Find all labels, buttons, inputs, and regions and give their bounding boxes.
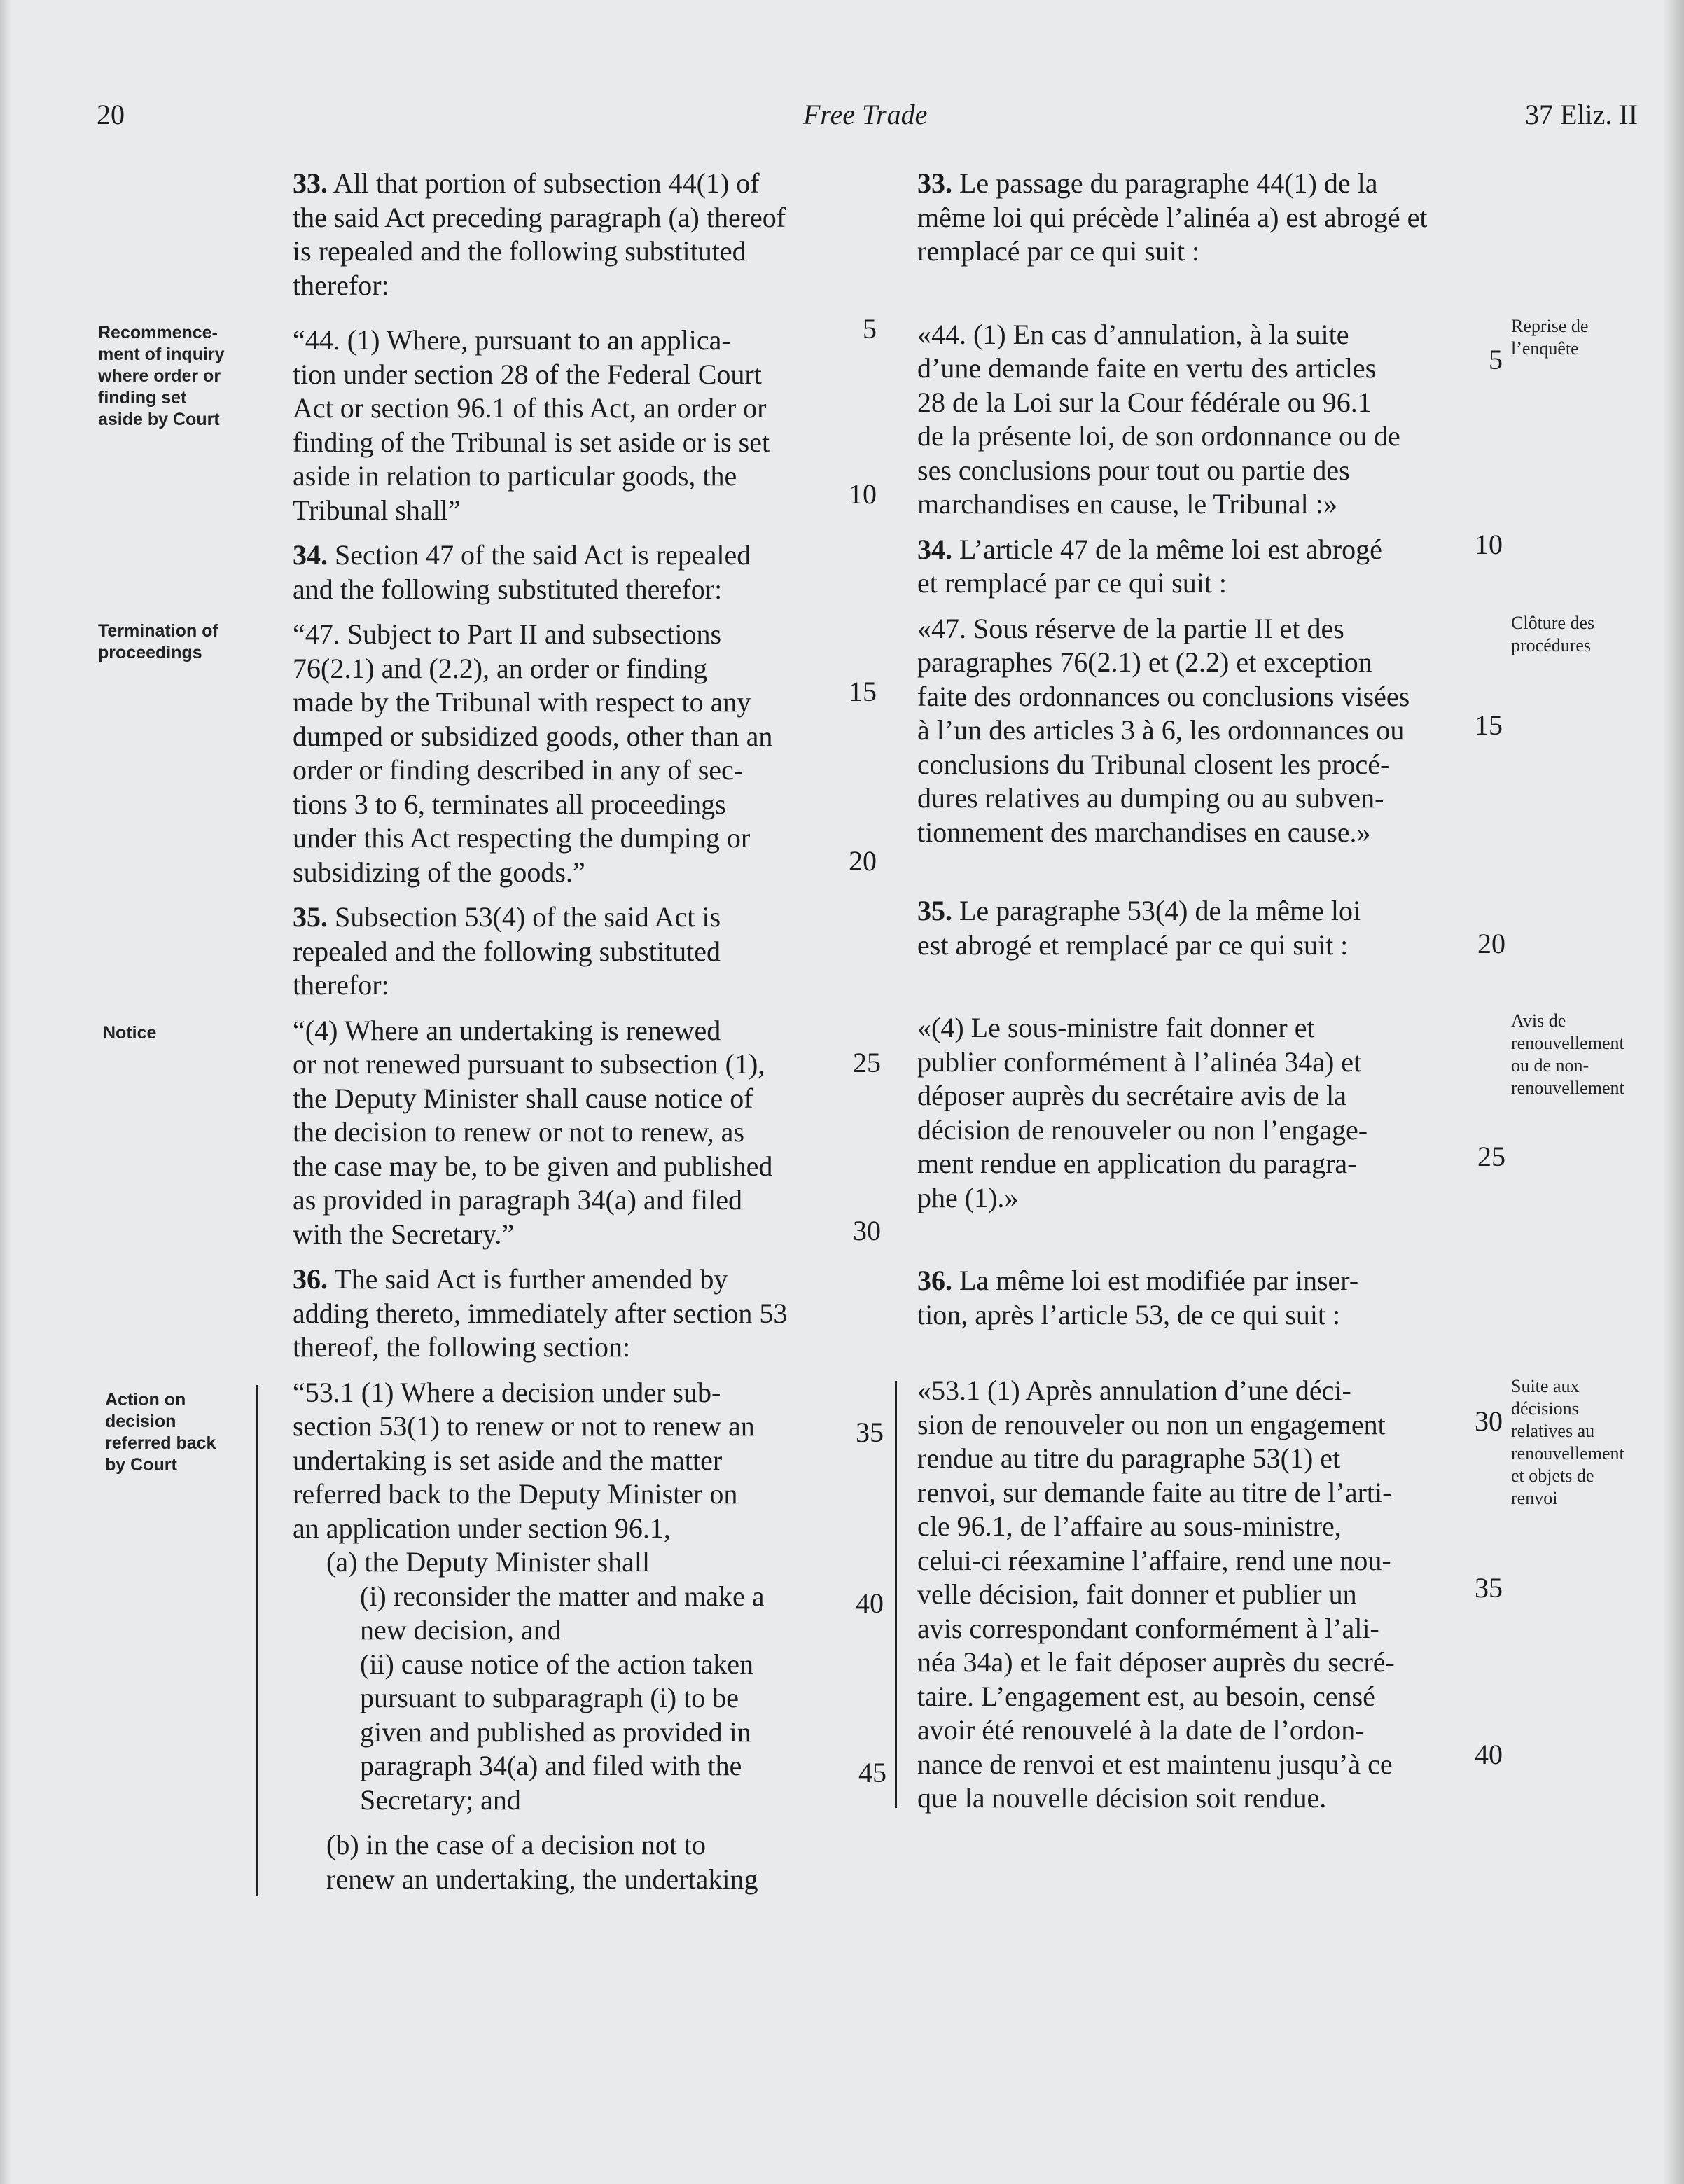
subpara-ii-en: (ii) cause notice of the action taken pursuant to subparagraph (i) to be given and published as provided in paragraph 34(a) and filed with the Secretary; and [360, 1648, 753, 1816]
quote-44-fr: «44. (1) En cas d’annulation, à la suite d’une demande faite en vertu des articles 28 de la Loi sur la Cour fédérale ou 96.1 de la présente loi, de son ordonnance ou de ses conclusions pour tout ou partie des marchandises en cause, le Tribunal :» [917, 318, 1400, 520]
quote-53-1-fr: «53.1 (1) Après annulation d’une déci- sion de renouveler ou non un engagement rendue au titre du paragraphe 53(1) et renvoi, sur demande faite au titre de l’arti- cle 96.1, de l’affaire au sous-ministre, celui-ci réexamine l’affaire, rend une nou- velle décision, fait donner et publier un avis correspondant conformément à l’ali- néa 34a) et le fait déposer auprès du secré- taire. L’engagement est, au besoin, censé avoir été renouvelé à la date de l’ordon- nance de renvoi et est maintenu jusqu’à ce que la nouvelle décision soit rendue. [917, 1375, 1395, 1814]
page-edge-right [1663, 0, 1684, 2184]
line-number-en: 10 [849, 478, 877, 510]
session-label: 37 Eliz. II [1525, 99, 1638, 130]
line-number-en: 30 [853, 1215, 881, 1246]
revision-bar-left [256, 1385, 258, 1896]
section-33-fr: 33. Le passage du paragraphe 44(1) de la même loi qui précède l’alinéa a) est abrogé et remplacé par ce qui suit : [917, 167, 1428, 267]
english-column [259, 167, 844, 1896]
french-column [889, 167, 1474, 1816]
running-title: Free Trade [803, 99, 928, 130]
quote-53-1-en: “53.1 (1) Where a decision under sub- section 53(1) to renew or not to renew an undertaking is set aside and the matter referred back to the Deputy Minister on an application under section 96.1, [293, 1376, 755, 1544]
margin-note-fr-3: Avis de renouvellement ou de non- renouvellement [1511, 1010, 1624, 1098]
quote-53-4-fr: «(4) Le sous-ministre fait donner et publier conformément à l’alinéa 34a) et déposer auprès du secrétaire avis de la décision de renouveler ou non l’engage- ment rendue en application du paragra- phe (1).» [917, 1012, 1368, 1213]
line-number-fr: 40 [1475, 1739, 1503, 1770]
page-number: 20 [97, 99, 125, 130]
margin-note-en-1: Recommence- ment of inquiry where order or finding set aside by Court [98, 323, 225, 429]
line-number-fr: 35 [1475, 1572, 1503, 1604]
margin-note-en-3: Notice [103, 1023, 157, 1043]
margin-note-fr-1: Reprise de l’enquête [1511, 316, 1589, 359]
section-35-en: 35. Subsection 53(4) of the said Act is repealed and the following substituted therefor: [293, 901, 721, 1001]
line-number-en: 15 [849, 676, 877, 707]
subpara-i-en: (i) reconsider the matter and make a new decision, and [360, 1580, 765, 1646]
line-number-fr: 25 [1477, 1141, 1505, 1172]
line-number-fr: 15 [1475, 709, 1503, 741]
line-number-fr: 10 [1475, 529, 1503, 560]
section-36-fr: 36. La même loi est modifiée par inser- tion, après l’article 53, de ce qui suit : [917, 1265, 1359, 1330]
quote-47-en: “47. Subject to Part II and subsections 76(2.1) and (2.2), an order or finding made by the Tribunal with respect to any dumped or subsidized goods, other than an order or finding described in any of sec- tions 3 to 6, terminates all proceedings under this Act respecting the dumping or subsidizing of the goods.” [293, 618, 773, 888]
line-number-fr: 20 [1477, 928, 1505, 959]
section-36-en: 36. The said Act is further amended by adding thereto, immediately after section 53 thereof, the following section: [293, 1263, 788, 1363]
para-b-en: (b) in the case of a decision not to renew an undertaking, the undertaking [326, 1829, 758, 1895]
para-a-en: (a) the Deputy Minister shall [326, 1546, 650, 1578]
margin-note-fr-2: Clôture des procédures [1511, 613, 1595, 655]
section-34-fr: 34. L’article 47 de la même loi est abrogé et remplacé par ce qui suit : [917, 533, 1382, 599]
line-number-en: 20 [849, 845, 877, 877]
line-number-en: 5 [863, 313, 877, 345]
margin-note-en-4: Action on decision referred back by Court [105, 1390, 216, 1475]
line-number-en: 35 [856, 1417, 884, 1448]
quote-44-en: “44. (1) Where, pursuant to an applica- tion under section 28 of the Federal Court Act or section 96.1 of this Act, an order or finding of the Tribunal is set aside or is set aside in relation to particular goods, the Tribunal shall” [293, 324, 770, 526]
page-edge-left [0, 0, 11, 2184]
section-34-en: 34. Section 47 of the said Act is repealed and the following substituted therefor: [293, 539, 751, 605]
margin-note-fr-4: Suite aux décisions relatives au renouvellement et objets de renvoi [1511, 1376, 1624, 1508]
line-number-fr: 5 [1489, 344, 1503, 375]
line-number-en: 25 [853, 1047, 881, 1078]
line-number-en: 45 [858, 1757, 886, 1788]
line-number-fr: 30 [1475, 1405, 1503, 1437]
quote-47-fr: «47. Sous réserve de la partie II et des paragraphes 76(2.1) et (2.2) et exception faite des ordonnances ou conclusions visées à l’un des articles 3 à 6, les ordonnances ou conclusions du Tribunal closent les procé- dures relatives au dumping ou au subven- tionnement des marchandises en cause.» [917, 612, 1410, 848]
margin-note-en-2: Termination of proceedings [98, 621, 218, 662]
quote-53-4-en: “(4) Where an undertaking is renewed or not renewed pursuant to subsection (1), the Deputy Minister shall cause notice of the decision to renew or not to renew, as the case may be, to be given and published as provided in paragraph 34(a) and filed with the Secretary.” [293, 1014, 773, 1250]
line-number-en: 40 [856, 1587, 884, 1619]
section-33-en: 33. All that portion of subsection 44(1) of the said Act preceding paragraph (a) thereof is repealed and the following substituted therefor: [293, 167, 786, 301]
section-35-fr: 35. Le paragraphe 53(4) de la même loi est abrogé et remplacé par ce qui suit : [917, 895, 1361, 961]
